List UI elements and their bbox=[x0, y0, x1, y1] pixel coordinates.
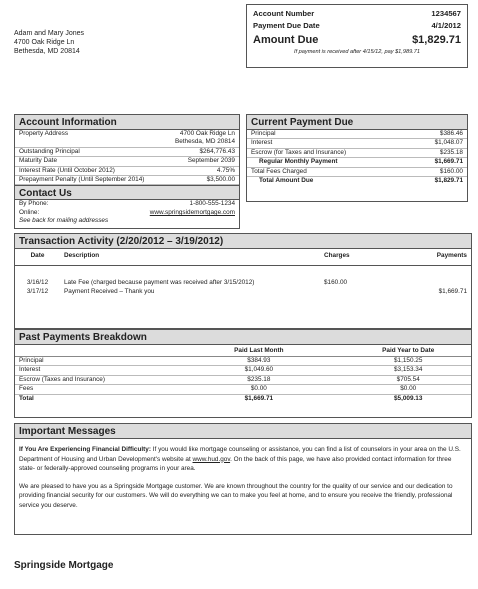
cell-last-month: $235.18 bbox=[247, 375, 271, 383]
account-info-row bbox=[15, 157, 239, 166]
col-payments: Payments bbox=[436, 252, 467, 259]
past-payments-box bbox=[14, 329, 472, 418]
table-row bbox=[15, 288, 471, 297]
current-payment-title: Current Payment Due bbox=[247, 115, 467, 130]
cell-label: Interest bbox=[19, 366, 41, 374]
transaction-title: Transaction Activity (2/20/2012 – 3/19/2012) bbox=[15, 234, 471, 249]
row-label: Interest Rate (Until October 2012) bbox=[19, 166, 115, 174]
account-info-box bbox=[14, 114, 240, 229]
messages-paragraph-1 bbox=[15, 439, 471, 474]
table-row bbox=[15, 375, 471, 385]
account-info-row bbox=[15, 148, 239, 157]
cell-ytd: $1,150.25 bbox=[393, 356, 423, 364]
row-label: Interest bbox=[251, 139, 273, 147]
due-date-label: Payment Due Date bbox=[253, 21, 320, 30]
payment-summary-box bbox=[246, 4, 468, 68]
cell-last-month: $0.00 bbox=[250, 385, 267, 393]
account-number-label: Account Number bbox=[253, 9, 315, 18]
messages-paragraph-2: We are pleased to have you as a Springside Mortgage customer. We are known throughout the country for the quality of our service and our dedication to providing financial security for our customers. We will do everything we can to make you feel at home, and to ensure you receive the friendly, professional service you deserve. bbox=[19, 482, 453, 509]
row-value: $1,829.71 bbox=[434, 177, 463, 185]
payment-row-total bbox=[247, 177, 467, 185]
amount-due-value: $1,829.71 bbox=[412, 34, 461, 46]
row-value: $160.00 bbox=[439, 167, 463, 175]
due-date-value: 4/1/2012 bbox=[431, 21, 461, 30]
property-address-line2: Bethesda, MD 20814 bbox=[174, 138, 235, 146]
col-date: Date bbox=[30, 252, 45, 259]
row-value: $264,776.43 bbox=[199, 147, 235, 155]
cell-description: Late Fee (charged because payment was received after 3/15/2012) bbox=[64, 279, 255, 287]
account-info-row bbox=[15, 167, 239, 176]
cell-label: Escrow (Taxes and Insurance) bbox=[19, 375, 105, 383]
payment-row bbox=[247, 130, 467, 139]
important-messages-box bbox=[14, 423, 472, 535]
cell-date: 3/17/12 bbox=[26, 287, 49, 295]
col-paid-ytd: Paid Year to Date bbox=[382, 347, 435, 354]
property-address-label: Property Address bbox=[19, 130, 69, 137]
cell-ytd: $0.00 bbox=[400, 385, 417, 393]
payment-row bbox=[247, 168, 467, 177]
row-label: Regular Monthly Payment bbox=[259, 158, 338, 166]
contact-phone-row bbox=[15, 200, 239, 208]
transaction-activity-box bbox=[14, 233, 472, 329]
phone-label: By Phone: bbox=[19, 200, 49, 208]
row-label: Escrow (for Taxes and Insurance) bbox=[251, 148, 347, 156]
message-text: If you would like mortgage counseling or assistance, you can find a list of counselors in your area on the U.S. Department of Housing and Urban Development's website at bbox=[19, 446, 461, 463]
contact-online-row bbox=[15, 209, 239, 217]
addressee-block bbox=[14, 29, 84, 56]
cell-charges bbox=[320, 288, 396, 297]
cell-last-month: $384.93 bbox=[247, 356, 271, 364]
account-number-value: 1234567 bbox=[431, 9, 461, 18]
payment-row-subtotal bbox=[247, 158, 467, 167]
hud-link[interactable]: www.hud.gov bbox=[192, 455, 231, 463]
account-info-row bbox=[15, 176, 239, 185]
cell-ytd: $5,009.13 bbox=[393, 394, 423, 402]
online-label: Online: bbox=[19, 208, 40, 216]
cell-last-month: $1,669.71 bbox=[244, 394, 274, 402]
row-value: 4.75% bbox=[216, 166, 235, 174]
table-row bbox=[15, 385, 471, 395]
row-value: September 2039 bbox=[187, 157, 235, 165]
cell-description: Payment Received – Thank you bbox=[64, 287, 155, 295]
col-charges: Charges bbox=[324, 252, 350, 259]
property-address-line1: 4700 Oak Ridge Ln bbox=[179, 130, 235, 137]
cell-ytd: $3,153.34 bbox=[393, 366, 423, 374]
amount-due-label: Amount Due bbox=[253, 34, 319, 46]
row-value: $1,669.71 bbox=[434, 158, 463, 166]
row-label: Total Fees Charged bbox=[251, 167, 307, 175]
cell-payments bbox=[396, 279, 471, 288]
cell-date: 3/16/12 bbox=[26, 279, 49, 287]
col-description: Description bbox=[64, 252, 100, 259]
row-value: $386.46 bbox=[439, 130, 463, 137]
messages-title: Important Messages bbox=[15, 424, 471, 439]
row-label: Outstanding Principal bbox=[19, 147, 80, 155]
late-payment-note: If payment is received after 4/15/12, pay $1,989.71 bbox=[294, 49, 420, 55]
row-value: $1,048.07 bbox=[434, 139, 463, 147]
company-name: Springside Mortgage bbox=[14, 560, 114, 571]
cell-label: Total bbox=[19, 394, 34, 402]
addressee-name: Adam and Mary Jones bbox=[14, 30, 85, 37]
table-row bbox=[15, 356, 471, 366]
cell-last-month: $1,049.60 bbox=[244, 366, 274, 374]
phone-number[interactable]: 1-800-555-1234 bbox=[189, 200, 235, 208]
addressee-street: 4700 Oak Ridge Ln bbox=[14, 39, 75, 46]
cell-payments: $1,669.71 bbox=[438, 287, 467, 295]
message-text: . On the back of this page, we have also provided contact information for three state- or federally-approved counseling programs in your area. bbox=[19, 455, 452, 473]
cell-charges: $160.00 bbox=[324, 279, 348, 287]
payment-row bbox=[247, 139, 467, 148]
contact-title: Contact Us bbox=[15, 185, 239, 200]
row-value: $3,500.00 bbox=[206, 176, 235, 184]
cell-ytd: $705.54 bbox=[396, 375, 420, 383]
row-label: Principal bbox=[251, 130, 276, 137]
financial-difficulty-heading: If You Are Experiencing Financial Difficulty: bbox=[19, 446, 151, 453]
table-row bbox=[15, 279, 471, 288]
row-label: Total Amount Due bbox=[259, 177, 314, 185]
row-label: Maturity Date bbox=[19, 157, 58, 165]
table-row bbox=[15, 366, 471, 376]
account-info-title: Account Information bbox=[15, 115, 239, 130]
row-label: Prepayment Penalty (Until September 2014) bbox=[19, 176, 145, 184]
current-payment-box bbox=[246, 114, 468, 202]
past-payments-title: Past Payments Breakdown bbox=[15, 330, 471, 345]
col-paid-last-month: Paid Last Month bbox=[234, 347, 284, 354]
row-value: $235.18 bbox=[439, 148, 463, 156]
table-row-total bbox=[15, 394, 471, 403]
payment-row bbox=[247, 149, 467, 158]
cell-label: Fees bbox=[19, 385, 34, 393]
cell-label: Principal bbox=[19, 356, 44, 364]
website-link[interactable]: www.springsidemortgage.com bbox=[149, 208, 235, 216]
mailing-address-note: See back for mailing addresses bbox=[19, 217, 109, 225]
addressee-city: Bethesda, MD 20814 bbox=[14, 48, 80, 55]
